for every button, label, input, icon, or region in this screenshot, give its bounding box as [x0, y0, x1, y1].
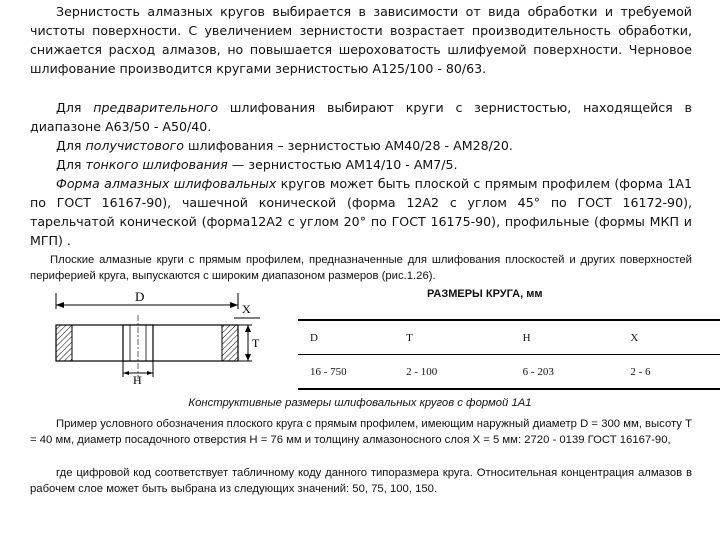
paragraph-preliminary: Для предварительного шлифования выбирают круги с зернистостью, находящейся в диапазоне А63/50 - А50/40.	[30, 100, 692, 134]
diamond-layer-left	[56, 325, 72, 361]
emphasis-fine: тонкого шлифования	[85, 157, 228, 172]
label-x: X	[242, 302, 251, 316]
header-t: T	[392, 320, 505, 355]
paragraph-fine: Для тонкого шлифования — зернистостью АМ14/10 - АМ7/5.	[56, 157, 458, 172]
emphasis-preliminary: предварительного	[93, 100, 219, 115]
header-h: H	[505, 320, 618, 355]
header-x: X	[617, 320, 720, 355]
paragraph-designation-example: Пример условного обозначения плоского круга с прямым профилем, имеющим наружный диаметр D = 300 мм, высоту Т = 40 мм, диаметр посадочного отверстия Н = 76 мм и толщину алмазоносного слоя Х = 5 мм: 2720 - 0139 ГОСТ 16167-90,	[30, 418, 692, 446]
cell-d-range: 16 - 750	[310, 365, 347, 378]
diamond-layer-right	[222, 325, 238, 361]
paragraph-grit-intro: Зернистость алмазных кругов выбирается в зависимости от вида обработки и требуемой чистоты поверхности. С увеличением зернистости возрастает производительность обработки, снижается расход алмазов, но повышается шероховатость шлифуемой поверхности. Черновое шлифование производится кругами зернистостью А125/100 - 80/63.	[30, 4, 692, 76]
label-d: D	[135, 289, 145, 304]
label-t: T	[252, 336, 260, 350]
table-title: РАЗМЕРЫ КРУГА, мм	[427, 288, 543, 300]
sizes-table	[298, 319, 720, 390]
paragraph-wheel-shapes: Форма алмазных шлифовальных кругов может быть плоской с прямым профилем (форма 1А1 по ГОСТ 16167-90), чашечной конической (форма 12А2 с углом 45° по ГОСТ 16172-90), тарельчатой конической (форма12А2 с углом 20° по ГОСТ 16175-90), профильные (формы МКП и МГП) .	[30, 176, 692, 248]
emphasis-semifinish: получистового	[85, 138, 184, 153]
cell-h-range: 6 - 203	[522, 365, 554, 378]
table-header-row	[298, 320, 720, 355]
paragraph-flat-wheels: Плоские алмазные круги с прямым профилем, предназначенные для шлифования плоскостей и других поверхностей периферией круга, выпускаются с широким диапазоном размеров (рис.1.26).	[30, 254, 692, 282]
paragraph-semifinish: Для получистового шлифования – зернистостью АМ40/28 - АМ28/20.	[56, 138, 513, 153]
label-h: H	[133, 373, 142, 385]
emphasis-wheel-shape: Форма алмазных шлифовальных	[56, 176, 277, 191]
cell-x-range: 2 - 6	[630, 365, 651, 378]
paragraph-code-explanation: где цифровой код соответствует табличному коду данного типоразмера круга. Относительная концентрация алмазов в рабочем слое может быть выбрана из следующих значений: 50, 75, 100, 150.	[30, 467, 692, 495]
header-d: D	[298, 320, 392, 355]
figure-caption: Конструктивные размеры шлифовальных кругов с формой 1А1	[188, 397, 532, 409]
wheel-drawing	[38, 285, 268, 385]
table-row	[298, 355, 720, 390]
cell-t-range: 2 - 100	[406, 365, 438, 378]
